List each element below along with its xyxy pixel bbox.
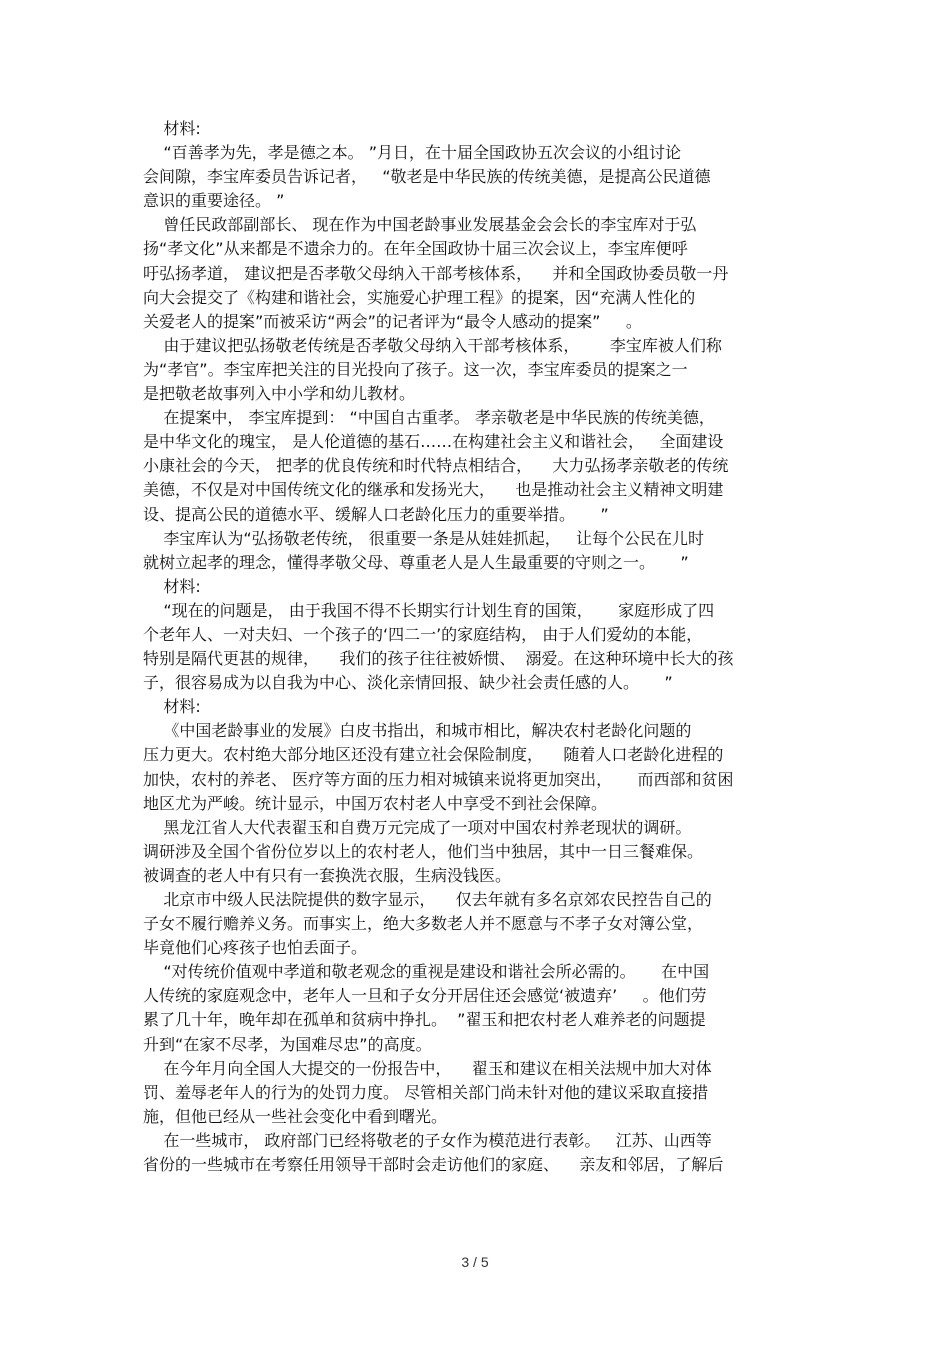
text-line: 材料:: [143, 119, 201, 138]
text-line: 材料:: [143, 697, 201, 717]
text-line: 毕竟他们心疼孩子也怕丢面子。: [143, 938, 368, 958]
text-line: “百善孝为先，孝是德之本。 ”月日，在十届全国政协五次会议的小组讨论: [143, 143, 682, 163]
text-line: 升到“在家不尽孝，为国难尽忠”的高度。: [143, 1034, 432, 1054]
text-line: 特别是隔代更甚的规律， 我们的孩子往往被娇惯、 溺爱。在这种环境中长大的孩: [143, 649, 734, 669]
text-line: 省份的一些城市在考察任用领导干部时会走访他们的家庭、 亲友和邻居，了解后: [143, 1155, 724, 1175]
text-line: 个老年人、一对夫妇、一个孩子的‘四二一’的家庭结构， 由于人们爱幼的本能，: [143, 624, 703, 644]
text-line: 压力更大。农村绝大部分地区还没有建立社会保险制度， 随着人口老龄化进程的: [143, 745, 724, 765]
text-line: 李宝库认为“弘扬敬老传统， 很重要一条是从娃娃抓起， 让每个公民在儿时: [143, 528, 704, 548]
text-line: 向大会提交了《构建和谐社会，实施爱心护理工程》的提案，因“充满人性化的: [143, 287, 696, 307]
text-line: 材料:: [143, 576, 201, 596]
text-line: 子女不履行赡养义务。而事实上，绝大多数老人并不愿意与不孝子女对簿公堂，: [143, 914, 704, 934]
text-line: 加快，农村的养老、 医疗等方面的压力相对城镇来说将更加突出， 而西部和贫困: [143, 769, 734, 789]
text-line: 子，很容易成为以自我为中心、淡化亲情回报、缺少社会责任感的人。 ”: [143, 673, 673, 693]
text-line: “对传统价值观中孝道和敬老观念的重视是建设和谐社会所必需的。 在中国: [143, 962, 710, 982]
text-line: 曾任民政部副部长、 现在作为中国老龄事业发展基金会会长的李宝库对于弘: [143, 215, 697, 235]
text-line: 北京市中级人民法院提供的数字显示， 仅去年就有多名京郊农民控告自己的: [143, 890, 712, 909]
text-line: 罚、羞辱老年人的行为的处罚力度。 尽管相关部门尚未针对他的建议采取直接措: [143, 1082, 709, 1102]
text-line: 黑龙江省人大代表翟玉和自费万元完成了一项对中国农村养老现状的调研。: [143, 817, 692, 837]
text-line: 会间隙，李宝库委员告诉记者， “敬老是中华民族的传统美德，是提高公民道德: [143, 167, 711, 187]
page-number: 3 / 5: [461, 1254, 489, 1270]
text-line: 在提案中， 李宝库提到： “中国自古重孝。 孝亲敬老是中华民族的传统美德，: [143, 408, 715, 428]
text-line: 被调查的老人中有只有一套换洗衣服，生病没钱医。: [143, 865, 512, 885]
text-line: 就树立起孝的理念，懂得孝敬父母、尊重老人是人生最重要的守则之一。 ”: [143, 552, 689, 572]
document-body: [143, 117, 813, 1177]
text-line: 美德，不仅是对中国传统文化的继承和发扬光大， 也是推动社会主义精神文明建: [143, 480, 724, 500]
text-line: “现在的问题是， 由于我国不得不长期实行计划生育的国策， 家庭形成了四: [143, 600, 715, 620]
text-line: 地区尤为严峻。统计显示，中国万农村老人中享受不到社会保障。: [143, 793, 608, 813]
text-line: 累了几十年，晚年却在孤单和贫病中挣扎。 ”翟玉和把农村老人难养老的问题提: [143, 1010, 706, 1030]
text-line: 扬“孝文化”从来都是不遗余力的。在年全国政协十届三次会议上，李宝库便呼: [143, 239, 688, 259]
text-line: 由于建议把弘扬敬老传统是否孝敬父母纳入干部考核体系， 李宝库被人们称: [143, 335, 722, 355]
text-line: 吁弘扬孝道， 建议把是否孝敬父母纳入干部考核体系， 并和全国政协委员敬一丹: [143, 263, 729, 283]
text-line: 调研涉及全国个省份位岁以上的农村老人，他们当中独居，其中一日三餐难保。: [143, 841, 704, 861]
text-line: 施，但他已经从一些社会变化中看到曙光。: [143, 1106, 448, 1126]
text-line: 关爱老人的提案”而被采访“两会”的记者评为“最令人感动的提案” 。: [143, 311, 642, 331]
text-line: 是把敬老故事列入中小学和幼儿教材。: [143, 384, 416, 404]
text-line: 在一些城市， 政府部门已经将敬老的子女作为模范进行表彰。 江苏、山西等: [143, 1130, 712, 1150]
text-line: 为“孝官”。李宝库把关注的目光投向了孩子。这一次，李宝库委员的提案之一: [143, 359, 688, 379]
text-line: 人传统的家庭观念中，老年人一旦和子女分开居住还会感觉‘被遗弃’ 。他们劳: [143, 986, 707, 1006]
text-line: 小康社会的今天， 把孝的优良传统和时代特点相结合， 大力弘扬孝亲敬老的传统: [143, 456, 729, 476]
text-line: 设、提高公民的道德水平、缓解人口老龄化压力的重要举措。 ”: [143, 504, 609, 524]
text-line: 《中国老龄事业的发展》白皮书指出，和城市相比，解决农村老龄化问题的: [143, 721, 692, 741]
text-line: 意识的重要途径。 ”: [143, 191, 285, 211]
text-line: 是中华文化的瑰宝， 是人伦道德的基石……在构建社会主义和谐社会， 全面建设: [143, 432, 724, 452]
text-line: 在今年月向全国人大提交的一份报告中， 翟玉和建议在相关法规中加大对体: [143, 1058, 712, 1078]
